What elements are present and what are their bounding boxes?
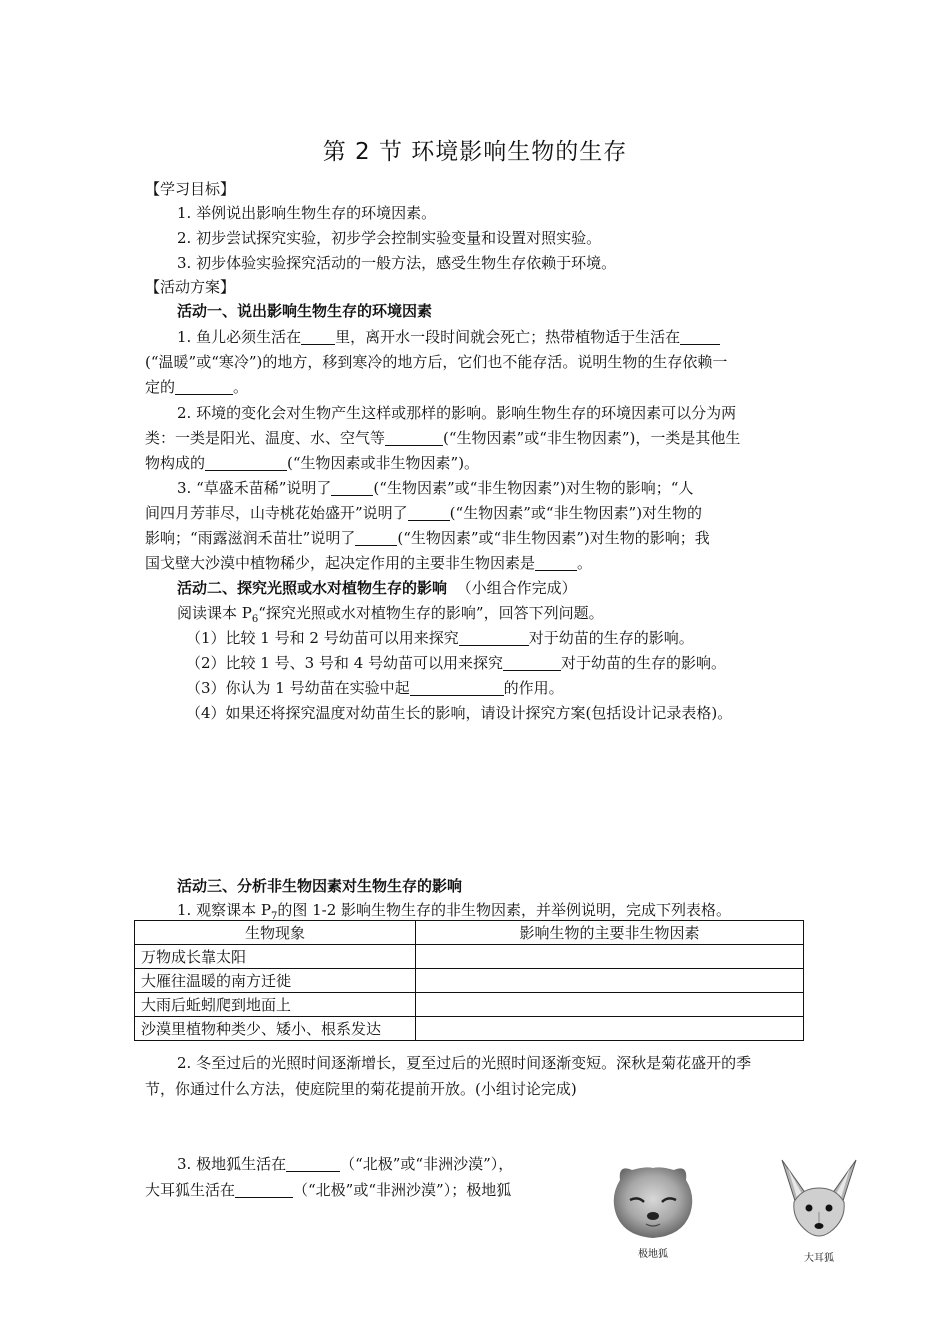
answer-cell[interactable] bbox=[416, 1017, 804, 1041]
table-header-row bbox=[135, 921, 804, 945]
a3-q1-text: 1. 观察课本 P bbox=[177, 901, 271, 919]
answer-cell[interactable] bbox=[416, 969, 804, 993]
table-cell: 沙漠里植物种类少、矮小、根系发达 bbox=[135, 1017, 416, 1041]
answer-blank[interactable] bbox=[385, 429, 443, 446]
a3-q3-text: 3. 极地狐生活在 bbox=[177, 1155, 287, 1173]
a3-q3-text: （“北极”或“非洲沙漠”）， bbox=[340, 1155, 514, 1173]
answer-cell[interactable] bbox=[416, 945, 804, 969]
table-row bbox=[135, 993, 804, 1017]
a1-q2-line2 bbox=[145, 425, 805, 451]
a1-q3-text: 3. “草盛禾苗稀”说明了 bbox=[177, 479, 332, 497]
table-header-cell: 影响生物的主要非生物因素 bbox=[416, 921, 804, 945]
a3-q3-text: （“北极”或“非洲沙漠”）；极地狐 bbox=[293, 1181, 512, 1199]
a1-q3-text: 国戈壁大沙漠中植物稀少，起决定作用的主要非生物因素是 bbox=[145, 554, 536, 572]
activity1-heading: 活动一、说出影响生物生存的环境因素 bbox=[177, 302, 433, 320]
table-header-cell: 生物现象 bbox=[135, 921, 416, 945]
a1-q3-text: 。 bbox=[577, 554, 593, 572]
page-subscript: 6 bbox=[251, 614, 259, 625]
a1-q1-text: 里，离开水一段时间就会死亡；热带植物适于生活在 bbox=[335, 328, 681, 346]
answer-blank[interactable] bbox=[410, 679, 504, 696]
a2-q1-text: 对于幼苗的生存的影响。 bbox=[528, 629, 694, 647]
a1-q3-text: 影响；“雨露滋润禾苗壮”说明了 bbox=[145, 529, 356, 547]
a2-q4: （4）如果还将探究温度对幼苗生长的影响，请设计探究方案(包括设计记录表格)。 bbox=[186, 704, 733, 722]
answer-blank[interactable] bbox=[355, 529, 397, 546]
activity2-note: （小组合作完成） bbox=[456, 579, 577, 597]
a1-q2-text: (“生物因素或非生物因素”)。 bbox=[287, 454, 480, 472]
a1-q2-line1: 2. 环境的变化会对生物产生这样或那样的影响。影响生物生存的环境因素可以分为两 bbox=[177, 404, 737, 422]
a1-q1-text: 定的 bbox=[145, 378, 176, 396]
a1-q1-line2: (“温暖”或“寒冷”)的地方，移到寒冷的地方后，它们也不能存活。说明生物的生存依赖一 bbox=[145, 353, 728, 371]
a3-q1-text: 的图 1-2 影响生物生存的非生物因素，并举例说明，完成下列表格。 bbox=[277, 901, 732, 919]
answer-blank[interactable] bbox=[459, 629, 529, 646]
a2-read-text: “探究光照或水对植物生存的影响”，回答下列问题。 bbox=[258, 604, 604, 622]
table-cell: 万物成长靠太阳 bbox=[135, 945, 416, 969]
page-subscript: 7 bbox=[270, 911, 278, 922]
table-row bbox=[135, 1017, 804, 1041]
a2-q1-text: （1）比较 1 号和 2 号幼苗可以用来探究 bbox=[186, 629, 459, 647]
activity2-heading: 活动二、探究光照或水对植物生存的影响 bbox=[177, 579, 448, 597]
answer-blank[interactable] bbox=[175, 378, 233, 395]
a3-q2-line2: 节，你通过什么方法，使庭院里的菊花提前开放。(小组讨论完成) bbox=[145, 1080, 577, 1098]
a1-q3-line1 bbox=[177, 475, 805, 501]
a3-q3-line2 bbox=[145, 1177, 585, 1203]
answer-blank[interactable] bbox=[235, 1181, 293, 1198]
a1-q2-text: 物构成的 bbox=[145, 454, 206, 472]
a2-q3 bbox=[186, 675, 846, 701]
fennec-fox-label: 大耳狐 bbox=[804, 1253, 834, 1264]
goal-item: 3. 初步体验实验探究活动的一般方法，感受生物生存依赖于环境。 bbox=[177, 254, 617, 272]
arctic-fox-image bbox=[606, 1160, 700, 1242]
fennec-fox-image bbox=[772, 1158, 866, 1246]
a2-q2-text: （2）比较 1 号、3 号和 4 号幼苗可以用来探究 bbox=[186, 654, 504, 672]
a3-q3-line1 bbox=[177, 1151, 597, 1177]
answer-blank[interactable] bbox=[503, 654, 561, 671]
a1-q2-text: 类：一类是阳光、温度、水、空气等 bbox=[145, 429, 386, 447]
goal-item: 2. 初步尝试探究实验，初步学会控制实验变量和设置对照实验。 bbox=[177, 229, 602, 247]
a2-q3-text: （3）你认为 1 号幼苗在实验中起 bbox=[186, 679, 410, 697]
answer-blank[interactable] bbox=[680, 328, 720, 345]
a2-q2 bbox=[186, 650, 846, 676]
answer-blank[interactable] bbox=[301, 328, 335, 345]
a2-q3-text: 的作用。 bbox=[503, 679, 564, 697]
a1-q1-line1 bbox=[177, 324, 805, 350]
a1-q1-line3 bbox=[145, 374, 805, 400]
plan-header: 【活动方案】 bbox=[145, 278, 236, 296]
answer-blank[interactable] bbox=[535, 554, 577, 571]
a3-q2-line1: 2. 冬至过后的光照时间逐渐增长，夏至过后的光照时间逐渐变短。深秋是菊花盛开的季 bbox=[177, 1054, 752, 1072]
goal-item: 1. 举例说出影响生物生存的环境因素。 bbox=[177, 204, 437, 222]
a2-q2-text: 对于幼苗的生存的影响。 bbox=[561, 654, 727, 672]
a1-q3-text: (“生物因素”或“非生物因素”)对生物的影响；我 bbox=[397, 529, 710, 547]
answer-blank[interactable] bbox=[331, 479, 373, 496]
a1-q1-text: 。 bbox=[233, 378, 249, 396]
a1-q3-line3 bbox=[145, 525, 805, 551]
a1-q3-line2 bbox=[145, 500, 805, 526]
table-cell: 大雨后蚯蚓爬到地面上 bbox=[135, 993, 416, 1017]
a2-read-text: 阅读课本 P bbox=[177, 604, 252, 622]
a1-q3-text: (“生物因素”或“非生物因素”)对生物的 bbox=[449, 504, 703, 522]
a1-q3-text: (“生物因素”或“非生物因素”)对生物的影响；“人 bbox=[373, 479, 694, 497]
table-row bbox=[135, 969, 804, 993]
goals-header: 【学习目标】 bbox=[145, 180, 236, 198]
table-row bbox=[135, 945, 804, 969]
answer-blank[interactable] bbox=[286, 1155, 340, 1172]
arctic-fox-label: 极地狐 bbox=[638, 1249, 668, 1260]
table-cell: 大雁往温暖的南方迁徙 bbox=[135, 969, 416, 993]
activity3-heading: 活动三、分析非生物因素对生物生存的影响 bbox=[177, 877, 463, 895]
arctic-fox-figure bbox=[606, 1160, 700, 1260]
fennec-fox-figure bbox=[772, 1158, 866, 1264]
page-title: 第 2 节 环境影响生物的生存 bbox=[322, 139, 628, 165]
a1-q2-line3 bbox=[145, 450, 805, 476]
a1-q3-line4 bbox=[145, 550, 805, 576]
a1-q1-text: 1. 鱼儿必须生活在 bbox=[177, 328, 302, 346]
answer-blank[interactable] bbox=[205, 454, 287, 471]
factor-table bbox=[134, 920, 804, 1041]
a3-q3-text: 大耳狐生活在 bbox=[145, 1181, 236, 1199]
a1-q3-text: 间四月芳菲尽，山寺桃花始盛开”说明了 bbox=[145, 504, 408, 522]
a1-q2-text: (“生物因素”或“非生物因素”)，一类是其他生 bbox=[443, 429, 741, 447]
a2-q1 bbox=[186, 625, 846, 651]
answer-cell[interactable] bbox=[416, 993, 804, 1017]
activity2-heading-line bbox=[177, 575, 805, 601]
answer-blank[interactable] bbox=[408, 504, 450, 521]
